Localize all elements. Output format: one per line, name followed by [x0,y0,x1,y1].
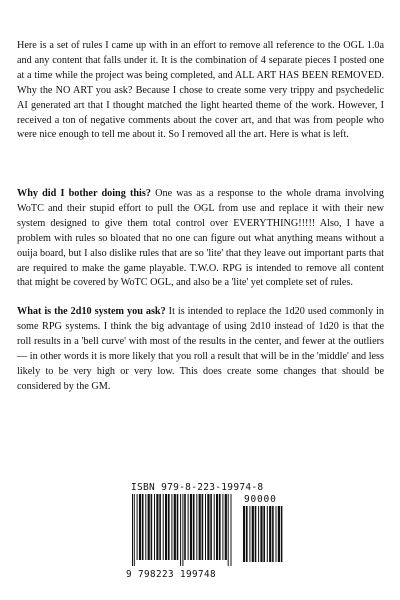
barcode-bar [188,494,189,560]
barcode-bar [272,506,274,562]
barcode-bar [139,494,141,560]
barcode-bar [151,494,153,560]
barcode-bar [252,506,254,562]
why-text: One was as a response to the whole drama involving WoTC and their stupid effort to pull the OGL from use and replace it with their new system designed to give them total control over EVERYTHING!!!!! Also, I have a problem with rules so bloated that no one can figure out what anything means without a ouija board, but I also dislike rules that are so 'lite' that they leave out important parts that are required to make the game playable. T.W.O. RPG is intended to remove all content that might be covered by WoTC OGL, and also be a 'lite' yet complete set of rules. [17,188,384,289]
barcode-bar [190,494,192,560]
barcode-bar [184,494,186,560]
barcode-bar [196,494,197,560]
addon-barcode [242,506,284,570]
barcode-bar [182,494,183,566]
barcode-bar [156,494,158,560]
barcode-bar [225,494,227,560]
barcode-bar [276,506,277,562]
barcode-bar [258,506,259,562]
barcode-bar [249,506,250,562]
barcode-bar [163,494,164,560]
barcode-bar [159,494,161,560]
barcode-bar [267,506,268,562]
barcode-bar [260,506,262,562]
barcode-bar [177,494,179,560]
barcode-bar [180,494,181,566]
barcode-bar [148,494,150,560]
barcode-bar [255,506,257,562]
barcode-bar [137,494,138,560]
barcode-bar [168,494,170,560]
barcode-bar [231,494,232,566]
barcode-bar [199,494,201,560]
isbn-label: ISBN 979-8-223-19974-8 [131,482,264,493]
system-text: It is intended to replace the 1d20 used commonly in some RPG systems. I think the big advantage of using 2d10 instead of 1d20 is that the roll results in a 'bell curve' with most of the results in the center, and fewer at the outliers — in other words it is more likely that you roll a result that will be in the 'middle' and less likely to be very high or very low. This does create some changes that should be considered by the GM. [17,306,384,392]
barcode-bar [263,506,265,562]
barcode-bar [165,494,167,560]
barcode-bar [222,494,223,560]
barcode-bar [243,506,245,562]
barcode-bar [281,506,283,562]
intro-paragraph [17,39,384,143]
barcode-bar [214,494,215,560]
barcode-bar [171,494,172,560]
isbn-barcode [126,494,284,580]
barcode-bar [154,494,155,560]
barcode-bar [134,494,135,566]
barcode-bar [205,494,206,560]
barcode-bar [132,494,133,566]
barcode-bar [210,494,212,560]
system-heading: What is the 2d10 system you ask? [17,306,166,317]
addon-price-code: 90000 [244,494,277,505]
barcode-bar [216,494,218,560]
barcode-digits: 9 798223 199748 [126,569,216,580]
intro-text: Here is a set of rules I came up with in an effort to remove all reference to the OGL 1.0a and any content that falls under it. It is the combination of 4 separate pieces I posted one at a time while the project was being completed, and ALL ART HAS BEEN REMOVED. Why the NO ART you ask? Because I chose to create some very trippy and psychedelic AI generated art that I thought matched the light hearted theme of the work. However, I received a ton of negative comments about the cover art, and that was from people who were nice enough to tell me about it. So I removed all the art. Here is what is left. [17,40,384,141]
barcode-bar [145,494,146,560]
barcode-bar [228,494,229,566]
system-paragraph [17,305,384,394]
ean13-barcode [131,494,239,570]
why-paragraph [17,187,384,291]
barcode-bar [278,506,280,562]
barcode-bar [142,494,144,560]
why-heading: Why did I bother doing this? [17,188,151,199]
barcode-bar [174,494,176,560]
barcode-bar [269,506,271,562]
barcode-bar [193,494,195,560]
barcode-bar [202,494,204,560]
barcode-bar [219,494,221,560]
barcode-bar [246,506,248,562]
barcode-bar [207,494,209,560]
